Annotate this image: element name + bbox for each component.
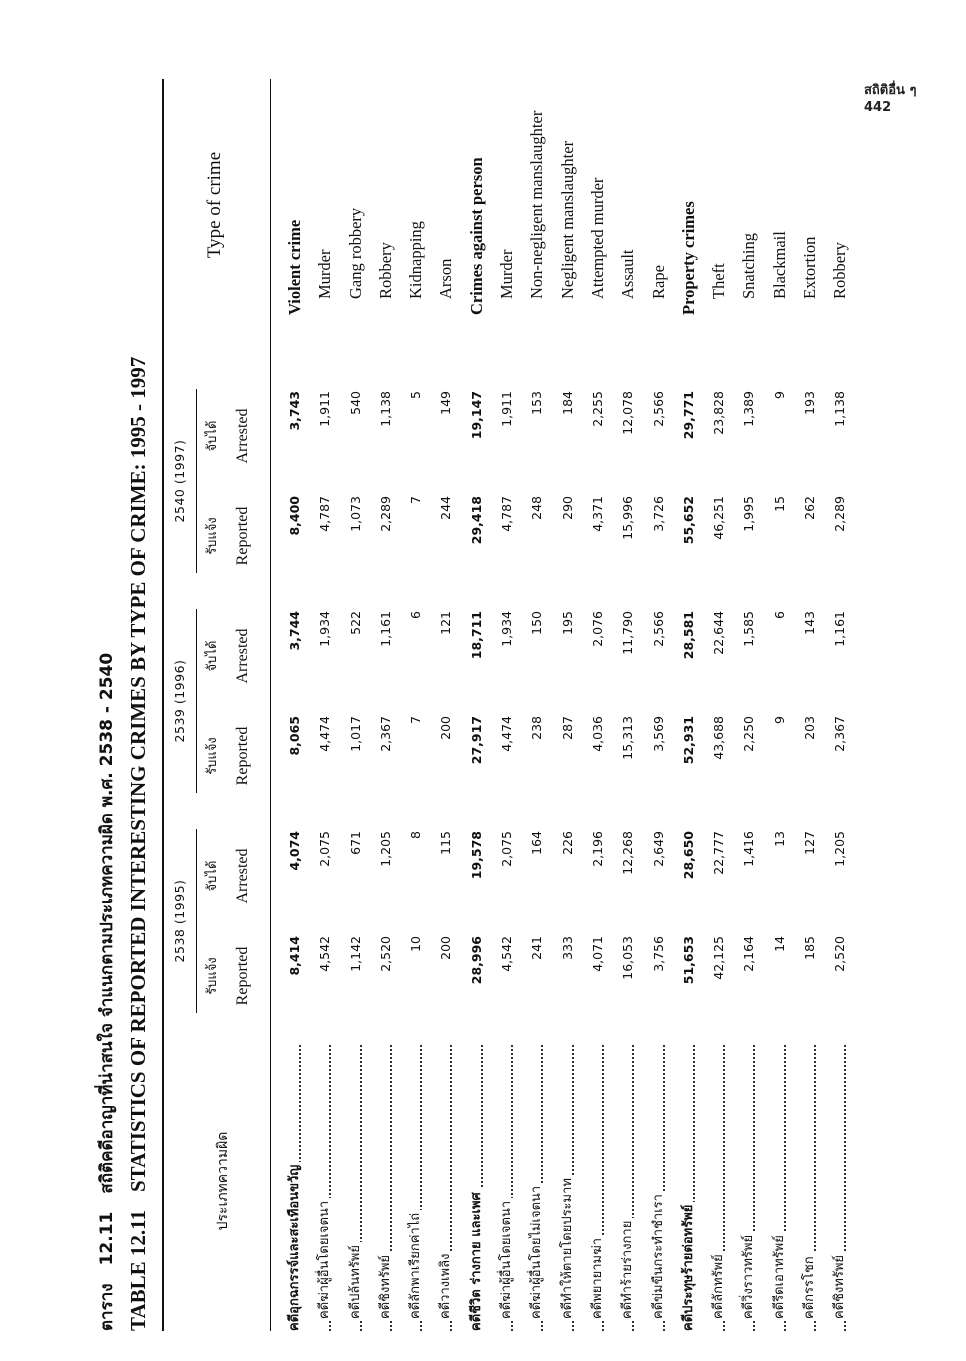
reported-count: 14 <box>771 936 787 952</box>
arrested-count: 6 <box>771 611 787 619</box>
crime-type-english: Kidnapping <box>406 221 426 299</box>
crime-type-thai <box>734 1031 764 1331</box>
reported-count: 1,142 <box>347 936 363 972</box>
crime-type-english: Rape <box>648 265 668 299</box>
crime-type-thai <box>310 1031 340 1331</box>
arrested-count: 12,268 <box>620 831 636 875</box>
reported-count: 8,400 <box>287 496 302 536</box>
arrested-count: 121 <box>438 611 454 635</box>
subheader-arrested-th: จับได้ <box>205 420 220 452</box>
crime-type-thai-label: คดีทำให้ตายโดยประมาท <box>560 1175 575 1319</box>
arrested-count: 6 <box>408 611 424 619</box>
table-row <box>825 79 855 1331</box>
crime-type-english: Attempted murder <box>587 177 607 299</box>
arrested-count: 2,076 <box>589 611 605 647</box>
reported-count: 238 <box>529 716 545 740</box>
arrested-count: 522 <box>347 611 363 635</box>
year-underline <box>196 389 197 573</box>
arrested-count: 22,644 <box>711 611 727 655</box>
arrested-count: 8 <box>408 831 424 839</box>
arrested-count: 1,161 <box>832 611 848 647</box>
reported-count: 3,569 <box>650 716 666 752</box>
crime-type-thai-label: คดีชิงทรัพย์ <box>378 1252 393 1319</box>
crime-type-thai <box>704 1031 734 1331</box>
arrested-count: 143 <box>802 611 818 635</box>
table-row <box>462 79 492 1331</box>
arrested-count: 5 <box>408 391 424 399</box>
arrested-count: 1,911 <box>499 391 515 427</box>
reported-count: 55,652 <box>680 496 696 545</box>
arrested-count: 1,934 <box>499 611 515 647</box>
crime-type-english: Non-negligent manslaughter <box>527 110 547 299</box>
reported-count: 287 <box>559 716 575 740</box>
table-row <box>795 79 825 1331</box>
english-title-text: STATISTICS OF REPORTED INTERESTING CRIMES BY TYPE OF CRIME: 1995 - 1997 <box>126 356 150 1193</box>
crime-type-english: Theft <box>709 263 729 299</box>
reported-count: 2,289 <box>377 496 393 532</box>
arrested-count: 2,566 <box>650 391 666 427</box>
page-number: 442 <box>864 100 892 115</box>
subheader-reported-en: Reported <box>234 726 251 786</box>
crime-type-thai <box>825 1031 855 1331</box>
reported-count: 15 <box>771 496 787 512</box>
year-underline <box>196 829 197 1013</box>
crime-type-thai <box>613 1031 643 1331</box>
table-row <box>644 79 674 1331</box>
reported-count: 200 <box>438 716 454 740</box>
subheader-reported-th: รับแจ้ง <box>205 737 220 775</box>
subheader-arrested-th: จับได้ <box>205 640 220 672</box>
crime-type-thai-label: คดีชิงทรัพย์ <box>832 1252 847 1319</box>
reported-count: 244 <box>438 496 454 520</box>
crime-type-thai-label: คดีวิ่งราวทรัพย์ <box>741 1232 756 1319</box>
subheader-reported-th: รับแจ้ง <box>205 957 220 995</box>
crime-type-thai-label: คดีกรรโชก <box>802 1253 817 1319</box>
reported-count: 3,726 <box>650 496 666 532</box>
thai-title <box>92 79 122 1331</box>
crime-type-thai <box>765 1031 795 1331</box>
subheader-arrested-en: Arrested <box>234 628 251 684</box>
year-header-1996: 2539 (1996) <box>172 659 187 743</box>
reported-count: 185 <box>802 936 818 960</box>
arrested-count: 1,205 <box>377 831 393 867</box>
crime-type-english: Arson <box>436 258 456 299</box>
reported-count: 29,418 <box>468 496 484 545</box>
arrested-count: 153 <box>529 391 545 415</box>
arrested-count: 1,585 <box>741 611 757 647</box>
table-row <box>341 79 371 1331</box>
arrested-count: 2,196 <box>589 831 605 867</box>
reported-count: 7 <box>408 496 424 504</box>
crime-type-english: Murder <box>315 249 335 299</box>
arrested-count: 2,566 <box>650 611 666 647</box>
crime-type-thai <box>553 1031 583 1331</box>
reported-count: 42,125 <box>711 936 727 980</box>
reported-count: 3,756 <box>650 936 666 972</box>
crime-type-thai-label: คดีประทุษร้ายต่อทรัพย์ <box>681 1202 696 1331</box>
arrested-count: 1,138 <box>832 391 848 427</box>
crime-type-thai <box>795 1031 825 1331</box>
reported-count: 4,474 <box>317 716 333 752</box>
reported-count: 9 <box>771 716 787 724</box>
table-row <box>583 79 613 1331</box>
reported-count: 46,251 <box>711 496 727 540</box>
arrested-count: 28,581 <box>680 611 696 660</box>
english-title <box>122 79 154 1331</box>
arrested-count: 164 <box>529 831 545 855</box>
crime-type-english: Property crimes <box>678 201 698 315</box>
crime-type-thai-label: คดีลักทรัพย์ <box>711 1251 726 1319</box>
arrested-count: 1,389 <box>741 391 757 427</box>
reported-count: 2,289 <box>832 496 848 532</box>
crime-type-thai-label: คดีอุกฉกรรจ์และสะเทือนขวัญ <box>287 1162 302 1331</box>
arrested-count: 1,205 <box>832 831 848 867</box>
subheader-reported-en: Reported <box>234 946 251 1006</box>
reported-count: 333 <box>559 936 575 960</box>
arrested-count: 1,138 <box>377 391 393 427</box>
table-row <box>401 79 431 1331</box>
arrested-count: 193 <box>802 391 818 415</box>
table-row <box>371 79 401 1331</box>
table-row <box>765 79 795 1331</box>
crime-type-thai-label: คดีลักพาเรียกค่าไถ่ <box>408 1210 423 1319</box>
header-rule <box>270 79 271 1331</box>
reported-count: 15,313 <box>620 716 636 760</box>
crime-type-english: Murder <box>497 249 517 299</box>
reported-count: 2,367 <box>377 716 393 752</box>
crime-type-english: Violent crime <box>285 219 304 315</box>
table-body <box>280 79 856 1331</box>
crime-type-thai <box>644 1031 674 1331</box>
header-type-thai: ประเภทความผิด <box>215 1131 231 1231</box>
arrested-count: 13 <box>771 831 787 847</box>
reported-count: 2,250 <box>741 716 757 752</box>
reported-count: 4,787 <box>499 496 515 532</box>
table-row <box>492 79 522 1331</box>
arrested-count: 29,771 <box>680 391 696 440</box>
reported-count: 4,371 <box>589 496 605 532</box>
reported-count: 248 <box>529 496 545 520</box>
crime-type-thai-label: คดีทำร้ายร่างกาย <box>620 1218 635 1319</box>
crime-type-thai-label: คดีวางเพลิง <box>438 1251 453 1319</box>
crime-type-thai-label: คดีปล้นทรัพย์ <box>348 1242 363 1319</box>
reported-count: 4,542 <box>499 936 515 972</box>
crime-type-thai <box>462 1031 492 1331</box>
table-row <box>553 79 583 1331</box>
reported-count: 16,053 <box>620 936 636 980</box>
reported-count: 4,036 <box>589 716 605 752</box>
arrested-count: 150 <box>529 611 545 635</box>
subheader-arrested-en: Arrested <box>234 848 251 904</box>
subheader-reported-th: รับแจ้ง <box>205 517 220 555</box>
thai-title-text: สถิติคดีอาญาที่น่าสนใจ จำแนกตามประเภทความผิด พ.ศ. 2538 - 2540 <box>97 652 117 1194</box>
arrested-count: 4,074 <box>287 831 302 871</box>
reported-count: 4,071 <box>589 936 605 972</box>
reported-count: 200 <box>438 936 454 960</box>
subheader-arrested-en: Arrested <box>234 408 251 464</box>
arrested-count: 1,161 <box>377 611 393 647</box>
arrested-count: 3,744 <box>287 611 302 651</box>
arrested-count: 2,075 <box>317 831 333 867</box>
table-row <box>613 79 643 1331</box>
reported-count: 241 <box>529 936 545 960</box>
table-row <box>280 79 310 1331</box>
crime-type-thai <box>431 1031 461 1331</box>
crime-type-thai-label: คดีฆ่าผู้อื่นโดยไม่เจตนา <box>529 1183 544 1319</box>
crime-type-thai-label: คดีพยายามฆ่า <box>590 1235 605 1319</box>
thai-title-prefix: ตาราง <box>97 1283 117 1331</box>
reported-count: 51,653 <box>680 936 696 985</box>
reported-count: 2,520 <box>832 936 848 972</box>
arrested-count: 19,147 <box>468 391 484 440</box>
arrested-count: 115 <box>438 831 454 855</box>
crime-type-english: Robbery <box>375 242 395 299</box>
table-row <box>431 79 461 1331</box>
reported-count: 8,414 <box>287 936 302 976</box>
arrested-count: 3,743 <box>287 391 302 431</box>
arrested-count: 1,911 <box>317 391 333 427</box>
reported-count: 203 <box>802 716 818 740</box>
reported-count: 1,073 <box>347 496 363 532</box>
table-row <box>674 79 704 1331</box>
crime-type-thai-label: คดีข่มขืนกระทำชำเรา <box>651 1191 666 1319</box>
subheader-arrested-th: จับได้ <box>205 860 220 892</box>
crime-type-english: Snatching <box>739 233 759 299</box>
crime-type-thai <box>583 1031 613 1331</box>
crime-type-english: Gang robbery <box>345 207 365 299</box>
reported-count: 43,688 <box>711 716 727 760</box>
arrested-count: 19,578 <box>468 831 484 880</box>
reported-count: 2,520 <box>377 936 393 972</box>
arrested-count: 540 <box>347 391 363 415</box>
crime-type-thai <box>522 1031 552 1331</box>
crime-type-thai <box>371 1031 401 1331</box>
arrested-count: 184 <box>559 391 575 415</box>
reported-count: 2,367 <box>832 716 848 752</box>
reported-count: 290 <box>559 496 575 520</box>
crime-type-thai <box>341 1031 371 1331</box>
arrested-count: 9 <box>771 391 787 399</box>
arrested-count: 23,828 <box>711 391 727 435</box>
table-row <box>734 79 764 1331</box>
reported-count: 262 <box>802 496 818 520</box>
crime-type-thai-label: คดีชีวิต ร่างกาย และเพศ <box>469 1189 484 1331</box>
arrested-count: 2,075 <box>499 831 515 867</box>
crime-type-thai-label: คดีฆ่าผู้อื่นโดยเจตนา <box>317 1198 332 1319</box>
header-type-english: Type of crime <box>204 151 225 259</box>
arrested-count: 11,790 <box>620 611 636 655</box>
reported-count: 1,017 <box>347 716 363 752</box>
english-title-prefix: TABLE 12.11 <box>126 1210 150 1331</box>
crime-type-english: Extortion <box>800 236 820 299</box>
table-row <box>704 79 734 1331</box>
crime-type-thai <box>674 1031 704 1331</box>
arrested-count: 1,416 <box>741 831 757 867</box>
arrested-count: 2,255 <box>589 391 605 427</box>
crime-type-thai <box>492 1031 522 1331</box>
reported-count: 2,164 <box>741 936 757 972</box>
arrested-count: 127 <box>802 831 818 855</box>
table-row <box>310 79 340 1331</box>
arrested-count: 18,711 <box>468 611 484 660</box>
year-header-1995: 2538 (1995) <box>172 879 187 963</box>
table-titles <box>92 79 154 1331</box>
crime-type-english: Crimes against person <box>466 157 486 315</box>
crime-type-english: Blackmail <box>769 231 789 299</box>
subheader-reported-en: Reported <box>234 506 251 566</box>
reported-count: 4,542 <box>317 936 333 972</box>
crime-type-thai-label: คดีรีดเอาทรัพย์ <box>772 1232 787 1319</box>
arrested-count: 22,777 <box>711 831 727 875</box>
arrested-count: 149 <box>438 391 454 415</box>
reported-count: 7 <box>408 716 424 724</box>
section-label: สถิติอื่น ๆ <box>864 83 917 98</box>
crime-type-english: Negligent manslaughter <box>557 140 577 299</box>
crime-type-thai-label: คดีฆ่าผู้อื่นโดยเจตนา <box>499 1198 514 1319</box>
arrested-count: 1,934 <box>317 611 333 647</box>
reported-count: 15,996 <box>620 496 636 540</box>
reported-count: 28,996 <box>468 936 484 985</box>
crime-type-english: Robbery <box>830 242 850 299</box>
arrested-count: 226 <box>559 831 575 855</box>
arrested-count: 2,649 <box>650 831 666 867</box>
arrested-count: 12,078 <box>620 391 636 435</box>
year-underline <box>196 609 197 793</box>
reported-count: 10 <box>408 936 424 952</box>
arrested-count: 28,650 <box>680 831 696 880</box>
reported-count: 8,065 <box>287 716 302 756</box>
thai-title-number: 12.11 <box>97 1211 117 1266</box>
reported-count: 1,995 <box>741 496 757 532</box>
reported-count: 4,787 <box>317 496 333 532</box>
table-row <box>522 79 552 1331</box>
crime-type-thai <box>401 1031 431 1331</box>
year-header-1997: 2540 (1997) <box>172 439 187 523</box>
reported-count: 52,931 <box>680 716 696 765</box>
arrested-count: 671 <box>347 831 363 855</box>
rotated-table-block <box>92 79 912 1331</box>
reported-count: 4,474 <box>499 716 515 752</box>
crime-type-english: Assault <box>618 249 638 299</box>
arrested-count: 195 <box>559 611 575 635</box>
top-rule <box>162 79 164 1331</box>
crime-type-thai <box>280 1031 310 1331</box>
reported-count: 27,917 <box>468 716 484 765</box>
